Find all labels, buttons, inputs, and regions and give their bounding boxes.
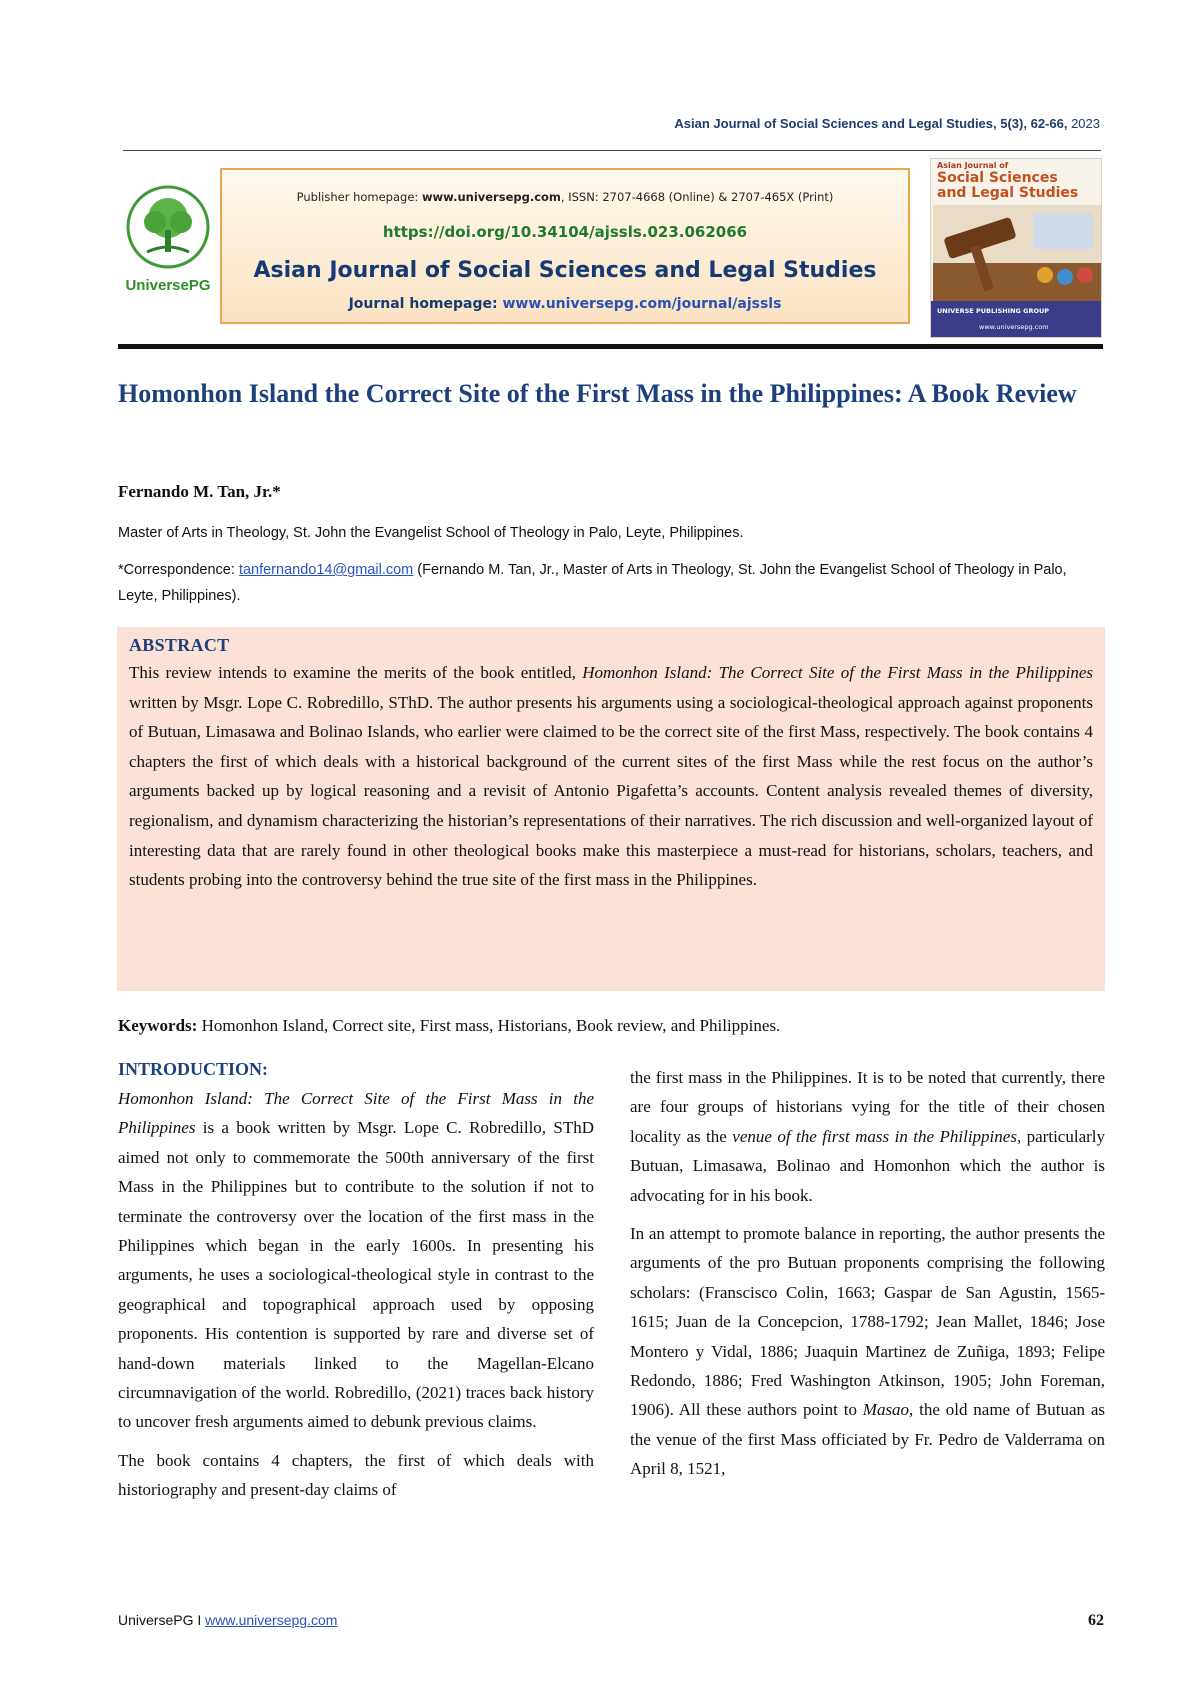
publisher-label: Publisher homepage: [296, 190, 419, 204]
right-paragraph-2 [630, 1219, 1105, 1484]
abstract-part-1: This review intends to examine the merits of the book entitled, [129, 663, 583, 682]
footer-brand: UniversePG I [118, 1612, 206, 1628]
footer-url-link[interactable]: www.universepg.com [205, 1612, 338, 1628]
running-head [470, 116, 1100, 131]
cover-publisher: UNIVERSE PUBLISHING GROUP [937, 307, 1050, 315]
right-paragraph-1-b: , particularly Butuan, Limasawa, Bolinao and Homonhon which the author is advocating for in his book. [630, 1126, 1105, 1205]
intro-paragraph-1-text: is a book written by Msgr. Lope C. Robredillo, SThD aimed not only to commemorate the 500th anniversary of the first Mass in the Philippines but to contribute to the solution if not to terminate the controversy over the location of the first mass in the Philippines which began in the early 1600s. In presenting his arguments, he uses a sociological-theological style in contrast to the geographical and topographical approach used by opposing proponents. His contention is supported by rare and diverse set of hand-down materials linked to the Magellan-Elcano circumnavigation of the world. Robredillo, (2021) traces back history to uncover fresh arguments aimed to debunk previous claims. [118, 1118, 594, 1432]
body-column-right [630, 1063, 1105, 1493]
author-affiliation: Master of Arts in Theology, St. John the Evangelist School of Theology in Palo, Leyte, Philippines. [118, 525, 744, 541]
intro-paragraph-1 [118, 1084, 594, 1437]
keywords-line [118, 1016, 1103, 1036]
author-name: Fernando M. Tan, Jr.* [118, 482, 281, 501]
publisher-logo-text: UniversePG [125, 277, 211, 294]
intro-book-title: Homonhon Island: The Correct Site of the First Mass in the Philippines [118, 1089, 594, 1138]
journal-info-box [220, 168, 910, 324]
body-column-left [118, 1056, 594, 1514]
tree-logo-icon [125, 184, 211, 270]
correspondence-details: (Fernando M. Tan, Jr., Master of Arts in Theology, St. John the Evangelist School of Theology in Palo, Leyte, Philippines). [118, 562, 1067, 604]
cover-small-text: Asian Journal of [937, 161, 1009, 170]
journal-name: Asian Journal of Social Sciences and Legal Studies [253, 258, 877, 283]
intro-paragraph-2: The book contains 4 chapters, the first of which deals with historiography and present-day claims of [118, 1450, 594, 1500]
abstract-box [117, 627, 1105, 991]
journal-home-label: Journal homepage: [348, 296, 498, 312]
page-number: 62 [1088, 1612, 1104, 1629]
right-paragraph-2-emphasis: Masao, [862, 1400, 914, 1420]
abstract-book-title: Homonhon Island: The Correct Site of the First Mass in the Philippines [582, 663, 1093, 682]
introduction-heading: INTRODUCTION: [118, 1059, 269, 1079]
journal-homepage-line [222, 296, 908, 312]
journal-cover-image [930, 158, 1102, 338]
cover-title [937, 171, 1078, 201]
page-footer [118, 1612, 337, 1628]
gavel-artwork-icon [933, 205, 1101, 301]
right-paragraph-1-a: the first mass in the Philippines. It is to be noted that currently, there are four groups of historians vying for the title of their chosen locality as the [630, 1068, 1105, 1146]
cover-title-line-2: and Legal Studies [937, 185, 1079, 201]
cover-url: www.universepg.com [979, 323, 1049, 331]
masthead-rule [118, 344, 1103, 349]
correspondence [118, 557, 1103, 609]
publisher-logo [118, 184, 218, 294]
doi-link[interactable]: https://doi.org/10.34104/ajssls.023.062066 [382, 223, 748, 241]
running-head-year: 2023 [1071, 116, 1100, 131]
publisher-line [222, 190, 908, 204]
header-rule [123, 150, 1101, 151]
abstract-text [129, 658, 1093, 895]
keywords-label: Keywords: [118, 1016, 198, 1035]
issn-text: , ISSN: 2707-4668 (Online) & 2707-465X (Print) [560, 190, 834, 204]
cover-title-line-1: Social Sciences [937, 170, 1058, 186]
article-title: Homonhon Island the Correct Site of the First Mass in the Philippines: A Book Review [118, 379, 1077, 408]
right-paragraph-1 [630, 1063, 1105, 1210]
right-paragraph-1-emphasis: venue of the first mass in the Philippines [732, 1126, 1017, 1146]
journal-masthead [118, 158, 1103, 338]
correspondence-email-link[interactable]: tanfernando14@gmail.com [238, 562, 414, 578]
right-paragraph-2-b: the old name of Butuan as the venue of the first Mass officiated by Fr. Pedro de Valderrama on April 8, 1521, [630, 1400, 1105, 1479]
right-paragraph-2-a: In an attempt to promote balance in reporting, the author presents the arguments of the pro Butuan proponents comprising the following scholars: (Franscisco Colin, 1663; Gaspar de San Agustin, 1565-1615; Juan de la Concepcion, 1788-1792; Jean Mallet, 1846; Jose Montero y Vidal, 1886; Juaquin Martinez de Zuñiga, 1893; Felipe Redondo, 1886; Fred Washington Atkinson, 1905; John Foreman, 1906). All these authors point to [630, 1224, 1105, 1420]
abstract-part-2: written by Msgr. Lope C. Robredillo, SThD. The author presents his arguments using a sociological-theological approach against proponents of Butuan, Limasawa and Bolinao Islands, who earlier were claimed to be the correct site of the first Mass, respectively. The book contains 4 chapters the first of which deals with a historical background of the current sites of the first Mass while the rest focus on the author’s arguments backed up by logical reasoning and a revisit of Antonio Pigafetta’s accounts. Content analysis revealed themes of diversity, regionalism, and dynamism characterizing the historian’s representations of their narratives. The rich discussion and well-organized layout of interesting data that are rarely found in other theological books make this masterpiece a must-read for historians, scholars, teachers, and students probing into the controversy behind the true site of the first mass in the Philippines. [129, 692, 1093, 890]
publisher-url[interactable]: www.universepg.com [421, 190, 561, 204]
keywords-text: Homonhon Island, Correct site, First mass, Historians, Book review, and Philippines. [197, 1016, 781, 1035]
running-head-citation: Asian Journal of Social Sciences and Legal Studies, 5(3), 62-66, [674, 116, 1068, 131]
journal-home-url[interactable]: www.universepg.com/journal/ajssls [502, 296, 782, 312]
correspondence-label: *Correspondence: [118, 562, 239, 578]
abstract-heading: ABSTRACT [129, 635, 230, 655]
